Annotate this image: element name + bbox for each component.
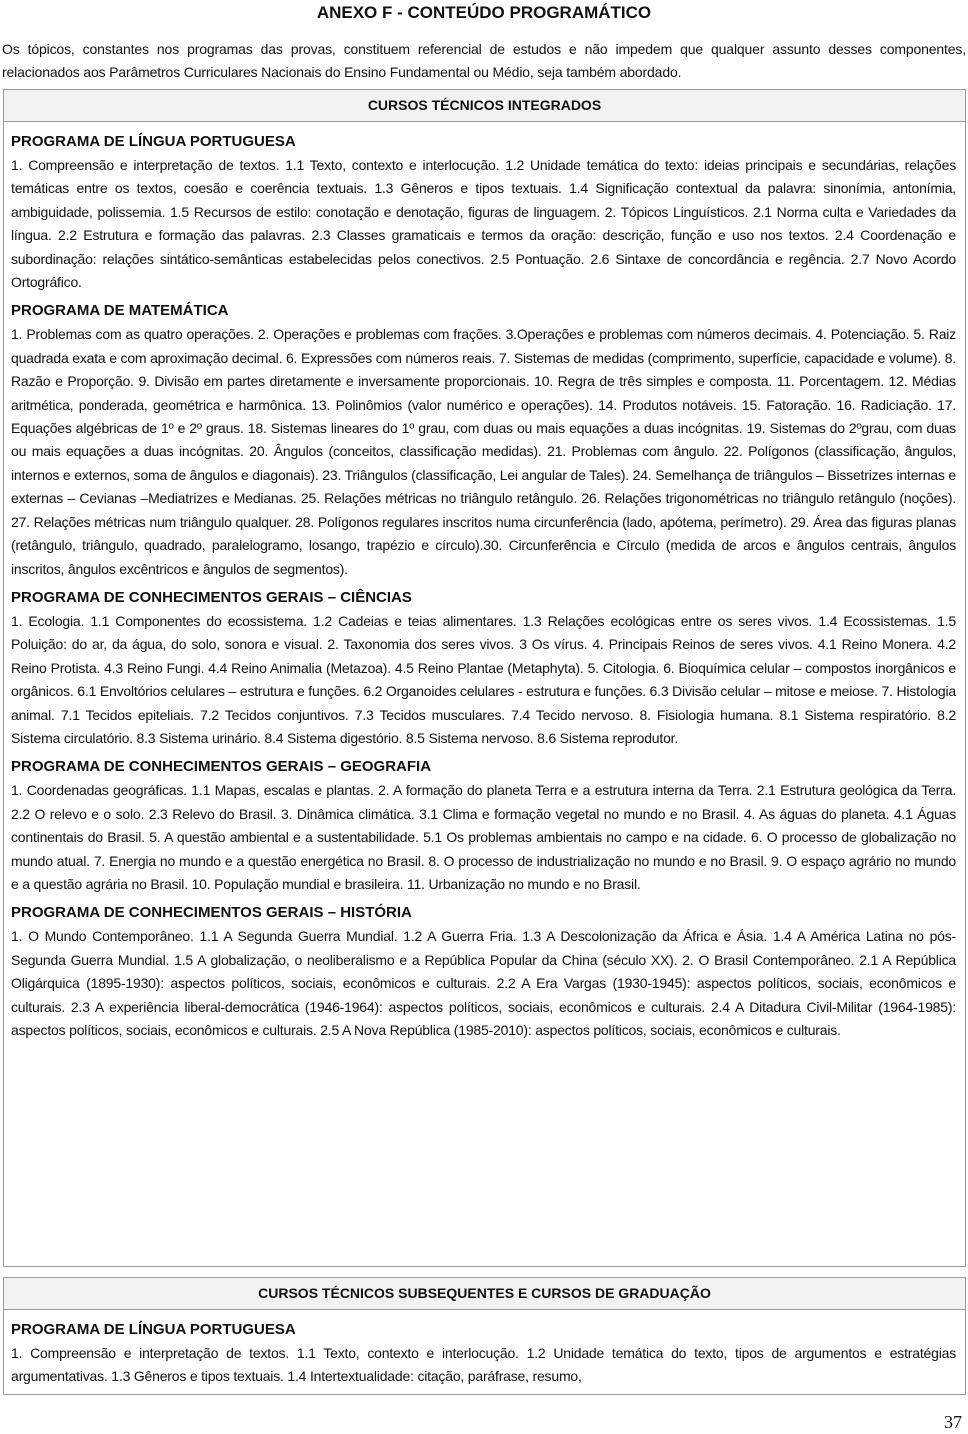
section-text-portuguese: 1. Compreensão e interpretação de textos. 1.1 Texto, contexto e interlocução. 1.2 Unidade temática do texto: ideias principais e secundárias, relações temáticas entre os textos, coesão e coerência textuais. 1.3 Gêneros e tipos textuais. 1.4 Significação contextual da palavra: sinonímia, antonímia, ambiguidade, polissemia. 1.5 Recursos de estilo: conotação e denotação, figuras de linguagem. 2. Tópicos Linguísticos. 2.1 Norma culta e Variedades da língua. 2.2 Estrutura e formação das palavras. 2.3 Classes gramaticais e termos da oração: descrição, função e uso nos textos. 2.4 Coordenação e subordinação: relações sintático-semânticas estabelecidas pelos conectivos. 2.5 Pontuação. 2.6 Sintaxe de concordância e regência. 2.7 Novo Acordo Ortográfico. bbox=[11, 157, 956, 291]
section-text-sciences: 1. Ecologia. 1.1 Componentes do ecossistema. 1.2 Cadeias e teias alimentares. 1.3 Relações ecológicas entre os seres vivos. 1.4 Ecossistemas. 1.5 Poluição: do ar, da água, do solo, sonora e visual. 2. Taxonomia dos seres vivos. 3 Os vírus. 4. Principais Reinos de seres vivos. 4.1 Reino Monera. 4.2 Reino Protista. 4.3 Reino Fungi. 4.4 Reino Animalia (Metazoa). 4.5 Reino Plantae (Metaphyta). 5. Citologia. 6. Bioquímica celular – compostos inorgânicos e orgânicos. 6.1 Envoltórios celulares – estrutura e funções. 6.2 Organoides celulares - estrutura e funções. 6.3 Divisão celular – mitose e meiose. 7. Histologia animal. 7.1 Tecidos epiteliais. 7.2 Tecidos conjuntivos. 7.3 Tecidos musculares. 7.4 Tecido nervoso. 8. Fisiologia humana. 8.1 Sistema respiratório. 8.2 Sistema circulatório. 8.3 Sistema urinário. 8.4 Sistema digestório. 8.5 Sistema nervoso. 8.6 Sistema reprodutor. bbox=[11, 612, 956, 746]
section-text-geography: 1. Coordenadas geográficas. 1.1 Mapas, escalas e plantas. 2. A formação do planeta Terra e a estrutura interna da Terra. 2.1 Estrutura geológica da Terra. 2.2 O relevo e o solo. 2.3 Relevo do Brasil. 3. Dinâmica climática. 3.1 Clima e formação vegetal no mundo e no Brasil. 4. As águas do planeta. 4.1 Águas continentais do Brasil. 5. A questão ambiental e a sustentabilidade. 5.1 Os problemas ambientais no campo e na cidade. 6. O processo de globalização no mundo atual. 7. Energia no mundo e a questão energética no Brasil. 8. O processo de industrialização no mundo e no Brasil. 9. O espaço agrário no mundo e a questão agrária no Brasil. 10. População mundial e brasileira. 11. Urbanização no mundo e no Brasil. bbox=[11, 782, 956, 892]
section-title-portuguese: PROGRAMA DE LÍNGUA PORTUGUESA bbox=[11, 1321, 296, 1338]
box-heading: CURSOS TÉCNICOS INTEGRADOS bbox=[4, 90, 965, 122]
section-title-geography: PROGRAMA DE CONHECIMENTOS GERAIS – GEOGRAFIA bbox=[11, 758, 432, 776]
page-title: ANEXO F - CONTEÚDO PROGRAMÁTICO bbox=[316, 3, 652, 22]
section-text-portuguese: 1. Compreensão e interpretação de textos. 1.1 Texto, contexto e interlocução. 1.2 Unidade temática do texto, tipos de argumentos e estratégias argumentativas. 1.3 Gêneros e tipos textuais. 1.4 Intertextualidade: citação, paráfrase, resumo, bbox=[11, 1345, 956, 1385]
intro-paragraph: Os tópicos, constantes nos programas das provas, constituem referencial de estudos e não impedem que qualquer assunto desses componentes, relacionados aos Parâmetros Curriculares Nacionais do Ensino Fundamental ou Médio, seja também abordado. bbox=[2, 41, 966, 80]
section-title-history: PROGRAMA DE CONHECIMENTOS GERAIS – HISTÓRIA bbox=[11, 904, 412, 922]
page-number: 37 bbox=[944, 1412, 962, 1432]
box-heading: CURSOS TÉCNICOS SUBSEQUENTES E CURSOS DE GRADUAÇÃO bbox=[4, 1278, 965, 1310]
section-title-sciences: PROGRAMA DE CONHECIMENTOS GERAIS – CIÊNCIAS bbox=[11, 588, 412, 606]
section-title-math: PROGRAMA DE MATEMÁTICA bbox=[11, 302, 229, 320]
integrated-courses-box bbox=[3, 89, 966, 1267]
subsequent-courses-box bbox=[3, 1277, 966, 1395]
section-text-math: 1. Problemas com as quatro operações. 2. Operações e problemas com frações. 3.Operações e problemas com números decimais. 4. Potenciação. 5. Raiz quadrada exata e com aproximação decimal. 6. Expressões com números reais. 7. Sistemas de medidas (comprimento, superfície, capacidade e volume). 8. Razão e Proporção. 9. Divisão em partes diretamente e inversamente proporcionais. 10. Regra de três simples e composta. 11. Porcentagem. 12. Médias aritmética, ponderada, geométrica e harmônica. 13. Polinômios (valor numérico e operações). 14. Produtos notáveis. 15. Fatoração. 16. Radiciação. 17. Equações algébricas de 1º e 2º graus. 18. Sistemas lineares do 1º grau, com duas ou mais equações a duas incógnitas. 19. Sistemas do 2ºgrau, com duas ou mais equações a duas incógnitas. 20. Ângulos (conceitos, classificação medidas). 21. Problemas com ângulo. 22. Polígonos (classificação, ângulos, internos e externos, soma de ângulos e diagonais). 23. Triângulos (classificação, Lei angular de Tales). 24. Semelhança de triângulos – Bissetrizes internas e externas – Cevianas –Mediatrizes e Medianas. 25. Relações métricas no triângulo retângulo. 26. Relações trigonométricas no triângulo retângulo (noções). 27. Relações métricas num triângulo qualquer. 28. Polígonos regulares inscritos numa circunferência (lado, apótema, perímetro). 29. Área das figuras planas (retângulo, triângulo, quadrado, paralelogramo, losango, trapézio e círculo).30. Circunferência e Círculo (medida de arcos e ângulos centrais, ângulos inscritos, ângulos excêntricos e ângulos de segmentos). bbox=[11, 326, 956, 577]
section-text-history: 1. O Mundo Contemporâneo. 1.1 A Segunda Guerra Mundial. 1.2 A Guerra Fria. 1.3 A Descolonização da África e Ásia. 1.4 A América Latina no pós-Segunda Guerra Mundial. 1.5 A globalização, o neoliberalismo e a República Popular da China (século XX). 2. O Brasil Contemporâneo. 2.1 A República Oligárquica (1895-1930): aspectos políticos, sociais, econômicos e culturais. 2.2 A Era Vargas (1930-1945): aspectos políticos, sociais, econômicos e culturais. 2.3 A experiência liberal-democrática (1946-1964): aspectos políticos, sociais, econômicos e culturais. 2.4 A Ditadura Civil-Militar (1964-1985): aspectos políticos, sociais, econômicos e culturais. 2.5 A Nova República (1985-2010): aspectos políticos, sociais, econômicos e culturais. bbox=[11, 928, 956, 1038]
section-title-portuguese: PROGRAMA DE LÍNGUA PORTUGUESA bbox=[11, 133, 296, 150]
